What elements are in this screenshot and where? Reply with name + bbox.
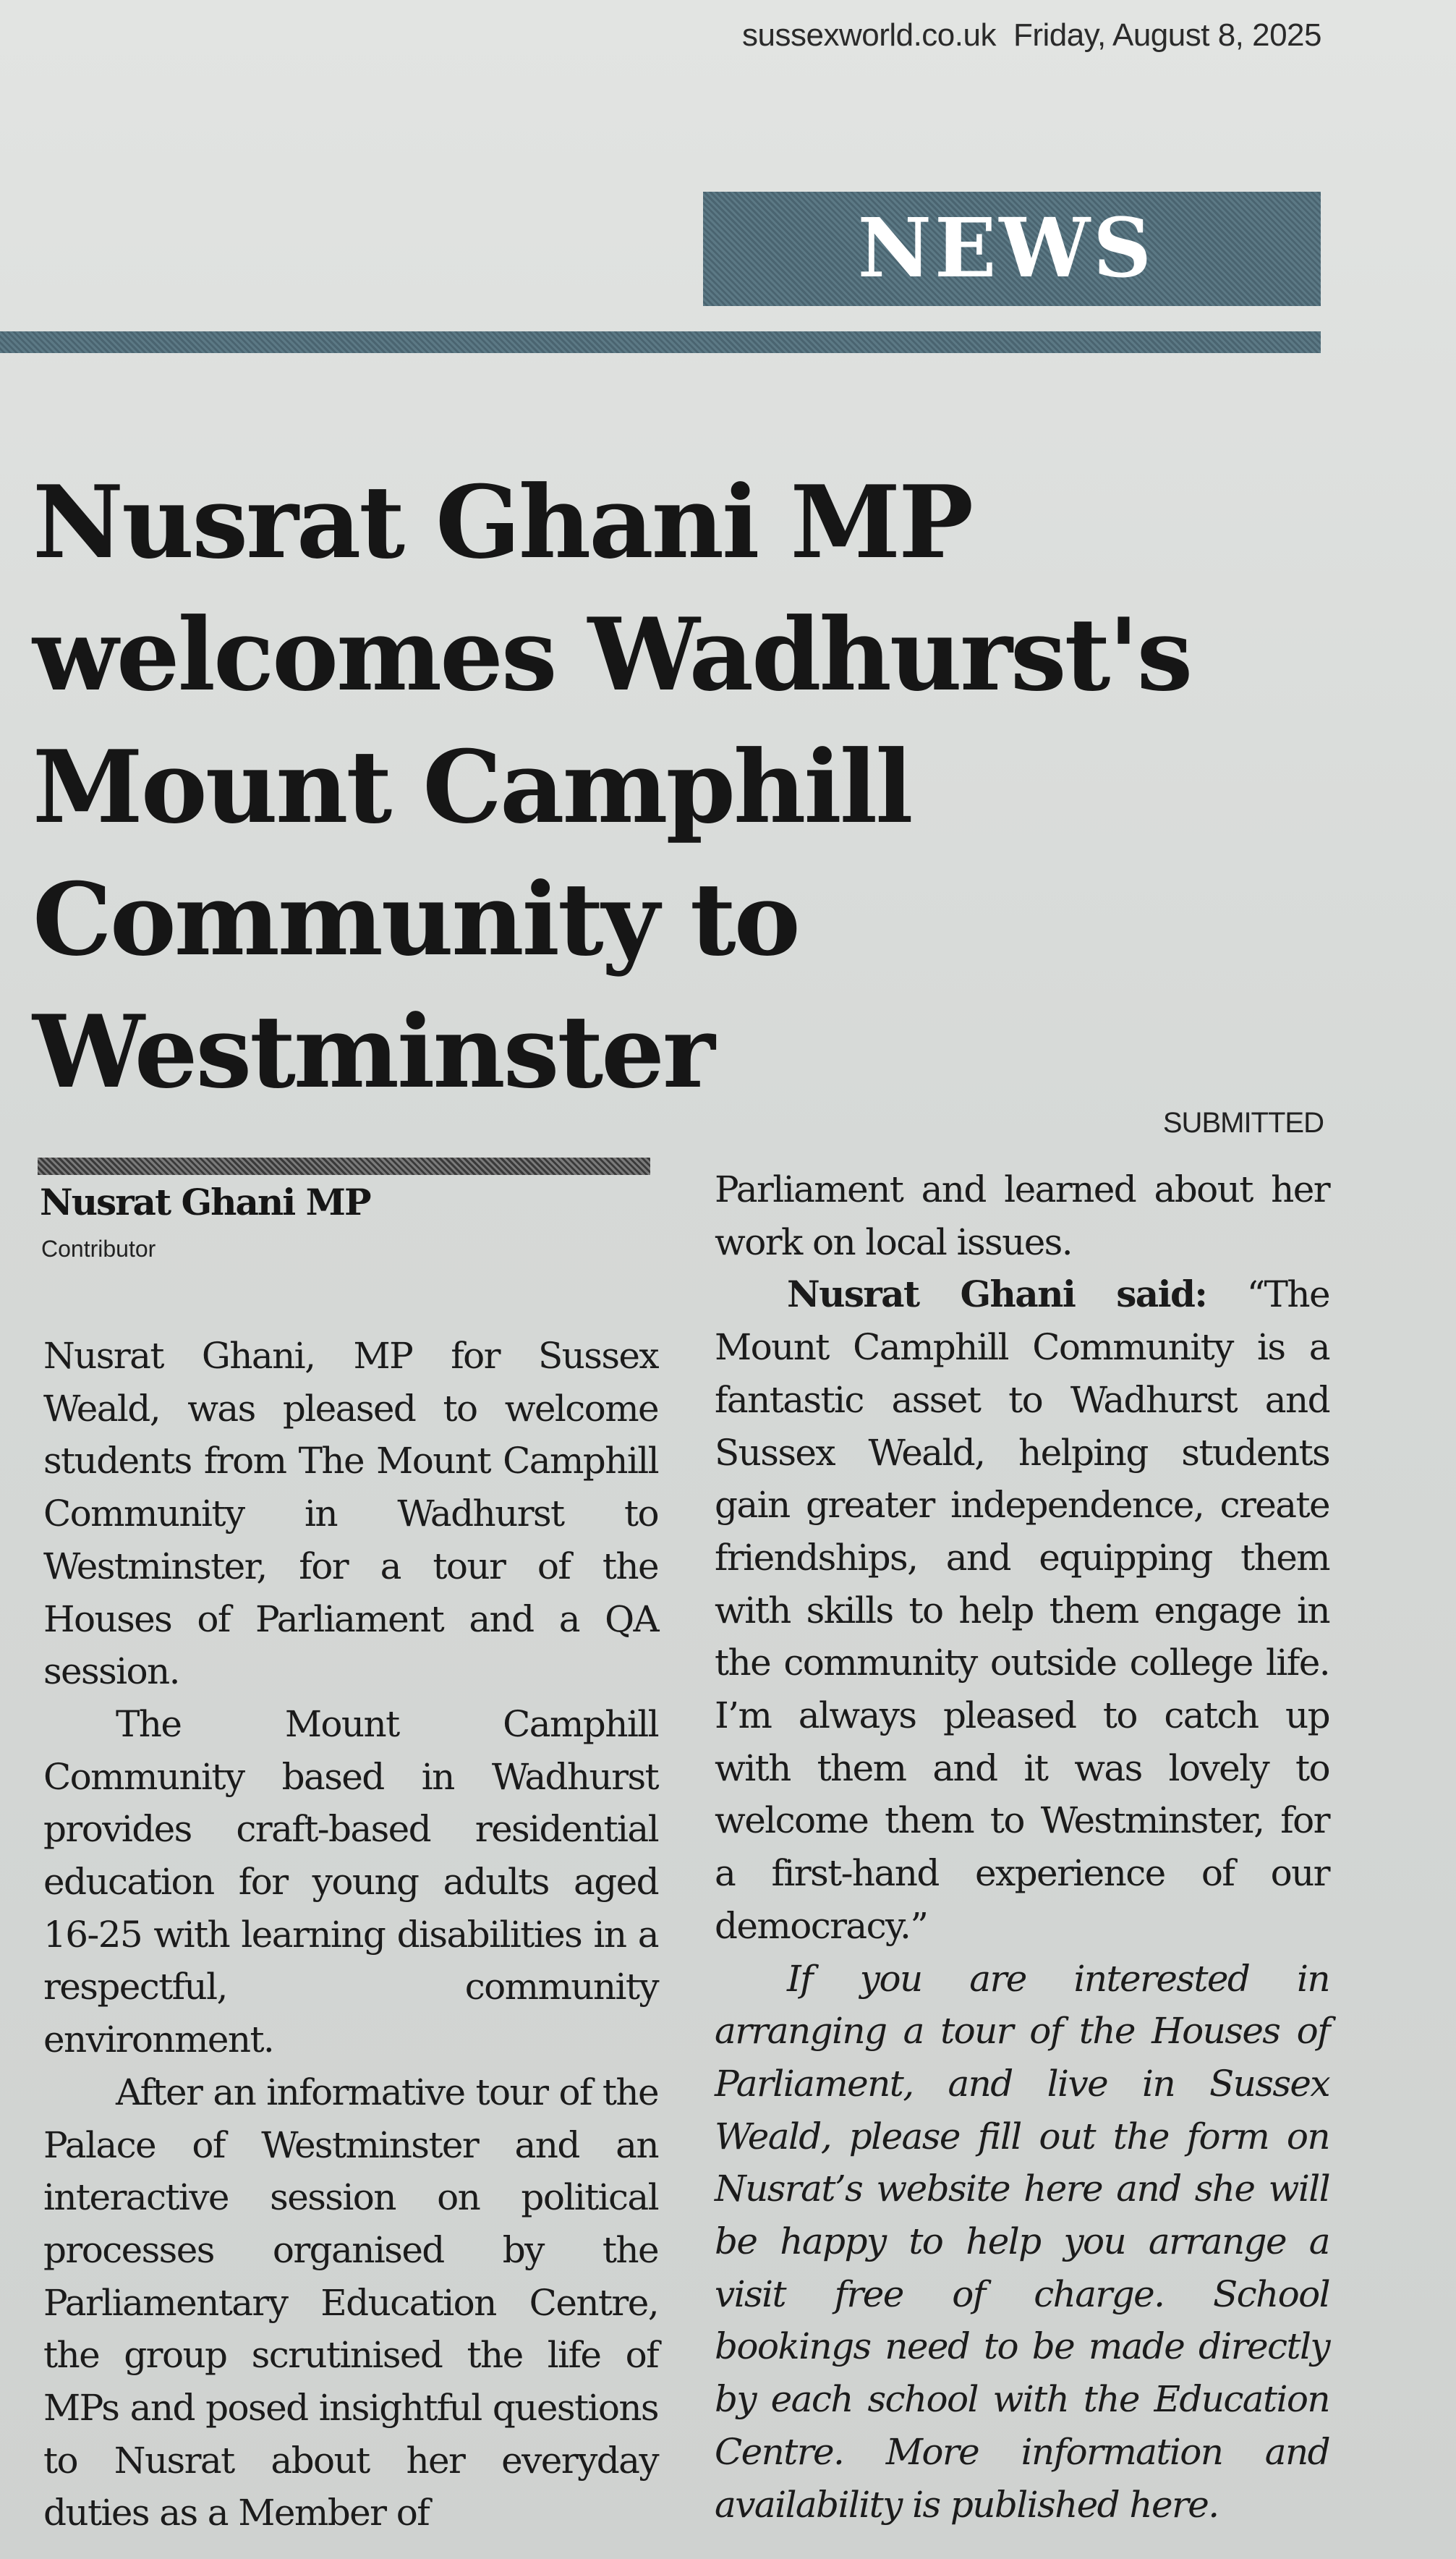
article-column-right — [715, 1163, 1329, 2531]
section-label: NEWS — [857, 201, 1154, 296]
byline-role: Contributor — [41, 1236, 156, 1262]
quote-text: “The Mount Camphill Community is a fantastic asset to Wadhurst and Sussex Weald, helping students gain greater independence, create friendships, and equipping them with skills to help them engage in the community outside college life. I’m always pleased to catch up with them and it was lovely to welcome them to Westminster, for a first-hand experience of our democracy.” — [715, 1273, 1329, 1947]
byline-name: Nusrat Ghani MP — [40, 1181, 370, 1223]
paragraph-closing: If you are interested in arranging a tour of the Houses of Parliament, and live in Sussex Weald, please fill out the form on Nusrat’s website here and she will be happy to help you arrange a visit free of charge. School bookings need to be made directly by each school with the Education Centre. More information and availability is published here. — [715, 1957, 1329, 2526]
section-banner — [703, 192, 1321, 306]
paragraph-tour: After an informative tour of the Palace of Westminster and an interactive session on political processes organised by the Parliamentary Education Centre, the group scrutinised the life of MPs and posed insightful questions to Nusrat about her everyday duties as a Member of — [43, 2071, 658, 2534]
photo-credit: SUBMITTED — [1162, 1107, 1324, 1139]
masthead-date: Friday, August 8, 2025 — [1013, 17, 1321, 53]
article-headline: Nusrat Ghani MP welcomes Wadhurst's Mount Camphill Community to Westminster — [33, 463, 1191, 1111]
paragraph-quote — [715, 1268, 1329, 1952]
quote-speaker: Nusrat Ghani said: — [787, 1273, 1207, 1316]
byline-divider — [38, 1158, 650, 1175]
article-column-left — [43, 1330, 658, 2539]
paragraph-continuation: Parliament and learned about her work on local issues. — [715, 1168, 1329, 1263]
section-divider — [0, 331, 1321, 353]
masthead-site: sussexworld.co.uk — [742, 17, 996, 53]
masthead — [728, 17, 1321, 54]
paragraph-community: The Mount Camphill Community based in Wadhurst provides craft-based residential education for young adults aged 16-25 with learning disabilities in a respectful, community environment. — [43, 1702, 658, 2061]
paragraph-intro: Nusrat Ghani, MP for Sussex Weald, was pleased to welcome students from The Mount Camphill Community in Wadhurst to Westminster, for a tour of the Houses of Parliament and a QA session. — [43, 1335, 658, 1693]
